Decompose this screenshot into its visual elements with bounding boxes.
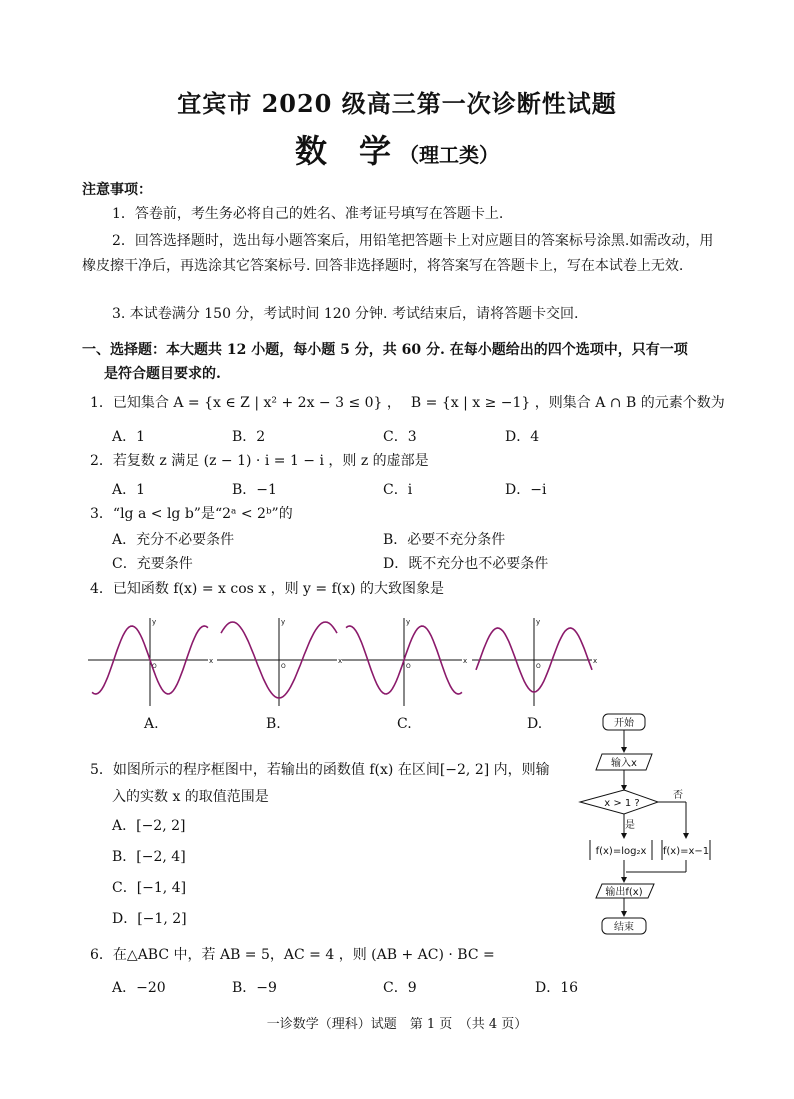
question-text: 已知集合 A = {x ∈ Z | x² + 2x − 3 ≤ 0} ，	[112, 395, 401, 411]
option-b: B．−9	[232, 980, 277, 996]
option-a: A．−20	[112, 980, 166, 996]
y-axis-label: y	[152, 618, 157, 626]
origin-label: O	[406, 663, 411, 670]
question-5-cont: 入的实数 x 的取值范围是	[112, 789, 269, 805]
section-heading-line1: 一、选择题：本大题共 12 小题，每小题 5 分，共 60 分. 在每小题给出的四个选项中，只有一项	[82, 342, 688, 358]
subject-title	[0, 126, 794, 172]
question-number: 4．	[90, 581, 113, 597]
flow-input-text: 输入x	[611, 758, 637, 769]
question-number: 3．	[90, 506, 113, 522]
y-axis-label: y	[536, 618, 541, 626]
notes-heading: 注意事项：	[82, 182, 152, 198]
question-4	[90, 579, 444, 599]
question-number: 6．	[90, 947, 113, 963]
question-text: 如图所示的程序框图中，若输出的函数值 f(x) 在区间[−2, 2] 内，则输	[112, 762, 550, 778]
note-item-1: 1．答卷前，考生务必将自己的姓名、准考证号填写在答题卡上.	[112, 206, 504, 222]
option-b: B．2	[232, 429, 266, 445]
option-b: B．必要不充分条件	[383, 532, 506, 548]
option-c: C．i	[383, 482, 413, 498]
question-text: 已知函数 f(x) = x cos x ，则 y = f(x) 的大致图象是	[112, 581, 445, 597]
program-flowchart	[572, 710, 722, 940]
function-graphs	[84, 614, 604, 714]
option-a: A．充分不必要条件	[112, 532, 235, 548]
note-item-3: 3. 本试卷满分 150 分，考试时间 120 分钟. 考试结束后，请将答题卡交回.	[112, 306, 579, 322]
option-c: C．9	[383, 980, 417, 996]
subject-name: 数 学	[294, 132, 391, 170]
question-3	[90, 504, 293, 524]
graph-label-b: B.	[266, 716, 281, 732]
question-6	[90, 945, 495, 965]
y-axis-label: y	[281, 618, 286, 626]
x-axis-label: x	[593, 657, 598, 665]
question-number: 5．	[90, 762, 113, 778]
question-1	[90, 393, 725, 413]
option-b: B．[−2, 4]	[112, 849, 186, 865]
x-axis-label: x	[209, 657, 214, 665]
option-d: D．既不充分也不必要条件	[383, 556, 549, 572]
note-item-2: 2．回答选择题时，选出每小题答案后，用铅笔把答题卡上对应题目的答案标号涂黑.如需改动，用橡皮擦干净后，再选涂其它答案标号. 回答非选择题时，将答案写在答题卡上，写在本试卷上无效.	[82, 233, 714, 274]
section-heading-line2: 是符合题目要求的.	[104, 366, 221, 382]
page-footer: 一诊数学（理科）试题 第 1 页 （共 4 页）	[266, 1017, 528, 1032]
question-number: 1．	[90, 395, 113, 411]
question-2	[90, 451, 429, 471]
origin-label: O	[281, 663, 286, 670]
exam-title: 宜宾市 2020 级高三第一次诊断性试题	[177, 89, 617, 118]
option-a: A．[−2, 2]	[112, 818, 186, 834]
flow-no-box-text: f(x)=x−1	[662, 846, 710, 857]
graph-label-d: D.	[527, 716, 543, 732]
question-5	[90, 760, 550, 780]
graph-label-c: C.	[397, 716, 412, 732]
option-b: B．−1	[232, 482, 277, 498]
flow-output-text: 输出f(x)	[605, 887, 643, 898]
option-a: A．1	[112, 482, 146, 498]
flow-no-label: 否	[673, 790, 683, 801]
option-c: C．[−1, 4]	[112, 880, 187, 896]
flow-yes-box-text: f(x)=log₂x	[595, 846, 647, 857]
x-axis-label: x	[463, 657, 468, 665]
question-number: 2．	[90, 453, 113, 469]
flow-end-text: 结束	[614, 922, 634, 933]
question-text: 在△ABC 中，若 AB = 5，AC = 4 ，则 (AB + AC) · BC =	[112, 947, 495, 963]
origin-label: O	[152, 663, 157, 670]
graph-label-a: A.	[144, 716, 159, 732]
subject-category: （理工类）	[399, 143, 499, 167]
option-d: D．16	[535, 980, 579, 996]
question-text-cont: B = {x | x ≥ −1} ，则集合 A ∩ B 的元素个数为	[410, 395, 725, 411]
y-axis-label: y	[406, 618, 411, 626]
option-a: A．1	[112, 429, 146, 445]
question-text: “lg a < lg b”是“2ᵃ < 2ᵇ”的	[112, 506, 293, 522]
flow-start-text: 开始	[614, 718, 634, 729]
flow-yes-label: 是	[625, 820, 635, 831]
question-text: 若复数 z 满足 (z − 1) · i = 1 − i ，则 z 的虚部是	[112, 453, 429, 469]
origin-label: O	[536, 663, 541, 670]
option-d: D．[−1, 2]	[112, 911, 187, 927]
option-d: D．−i	[505, 482, 547, 498]
flow-condition-text: x > 1 ?	[604, 798, 640, 809]
option-c: C．充要条件	[112, 556, 193, 572]
option-c: C．3	[383, 429, 417, 445]
option-d: D．4	[505, 429, 540, 445]
x-axis-label: x	[338, 657, 343, 665]
